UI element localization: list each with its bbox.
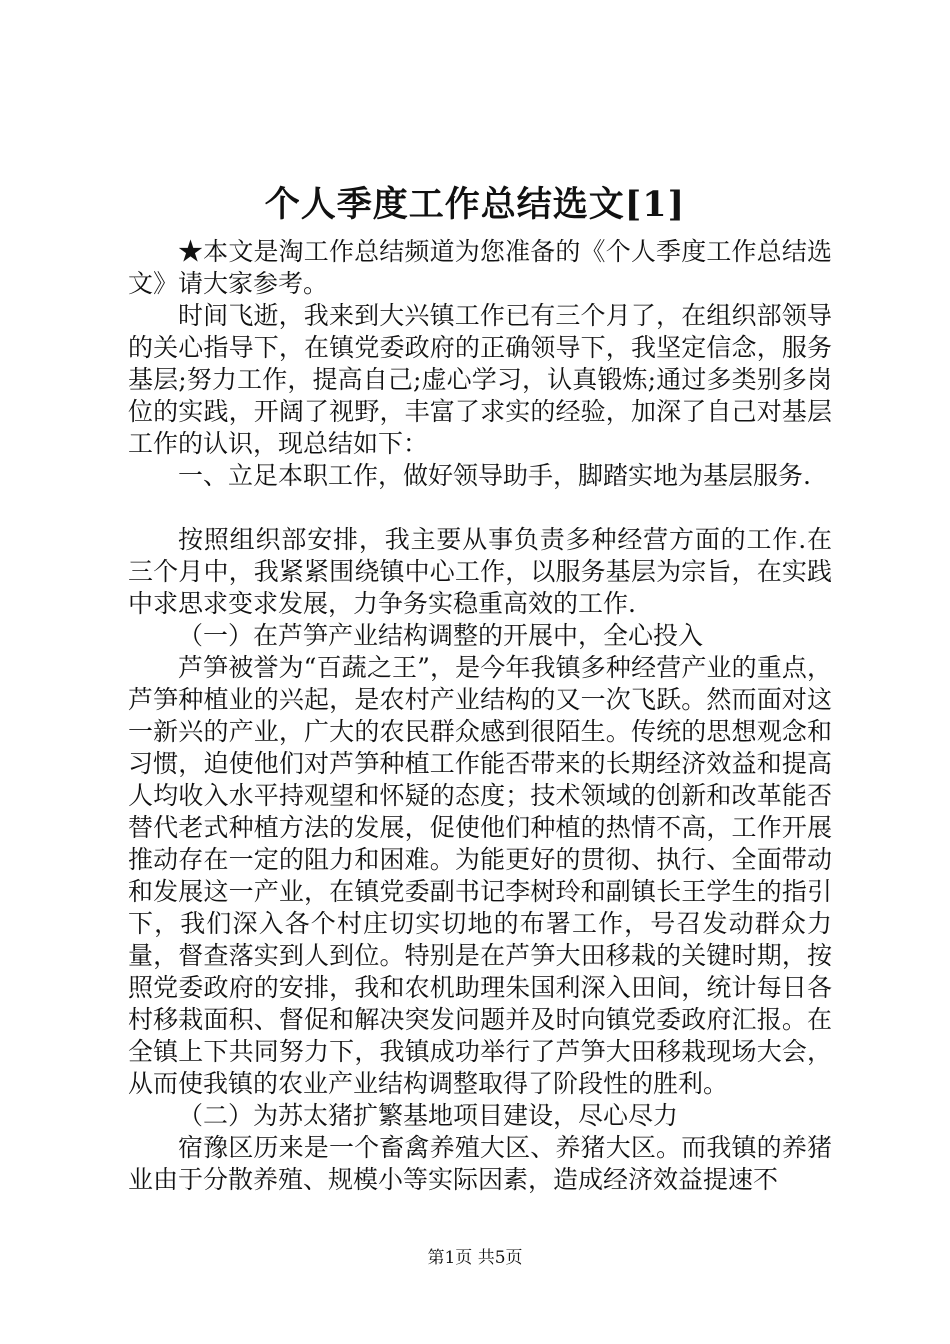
body-paragraph: 宿豫区历来是一个畜禽养殖大区、养猪大区。而我镇的养猪业由于分散养殖、规模小等实际因素，造成经济效益提速不 [128,1133,832,1194]
subsection-heading: （一）在芦笋产业结构调整的开展中，全心投入 [178,621,704,650]
body-paragraph: 芦笋被誉为“百蔬之王”，是今年我镇多种经营产业的重点，芦笋种植业的兴起，是农村产业结构的又一次飞跃。然而面对这一新兴的产业，广大的农民群众感到很陌生。传统的思想观念和习惯，迫使他们对芦笋种植工作能否带来的长期经济效益和提高人均收入水平持观望和怀疑的态度；技术领域的创新和改革能否替代老式种植方法的发展，促使他们种植的热情不高，工作开展推动存在一定的阻力和困难。为能更好的贯彻、执行、全面带动和发展这一产业，在镇党委副书记李树玲和副镇长王学生的指引下，我们深入各个村庄切实切地的布署工作，号召发动群众力量，督查落实到人到位。特别是在芦笋大田移栽的关键时期，按照党委政府的安排，我和农机助理朱国利深入田间，统计每日各村移栽面积、督促和解决突发问题并及时向镇党委政府汇报。在全镇上下共同努力下，我镇成功举行了芦笋大田移栽现场大会，从而使我镇的农业产业结构调整取得了阶段性的胜利。 [128,653,832,1098]
page-number-footer: 第1页 共5页 [427,1248,523,1268]
section-heading: 一、立足本职工作，做好领导助手，脚踏实地为基层服务. [178,461,811,490]
body-paragraph: 时间飞逝，我来到大兴镇工作已有三个月了，在组织部领导的关心指导下，在镇党委政府的正确领导下，我坚定信念，服务基层;努力工作，提高自己;虚心学习，认真锻炼;通过多类别多岗位的实践，开阔了视野，丰富了求实的经验，加深了自己对基层工作的认识，现总结如下： [128,301,832,458]
subsection-heading: （二）为苏太猪扩繁基地项目建设，尽心尽力 [178,1101,679,1130]
document-body [128,236,832,1196]
intro-paragraph: ★本文是淘工作总结频道为您准备的《个人季度工作总结选文》请大家参考。 [128,237,832,298]
document-title: 个人季度工作总结选文[1] [264,184,686,225]
body-paragraph: 按照组织部安排，我主要从事负责多种经营方面的工作.在三个月中，我紧紧围绕镇中心工作，以服务基层为宗旨，在实践中求思求变求发展，力争务实稳重高效的工作. [128,525,832,618]
